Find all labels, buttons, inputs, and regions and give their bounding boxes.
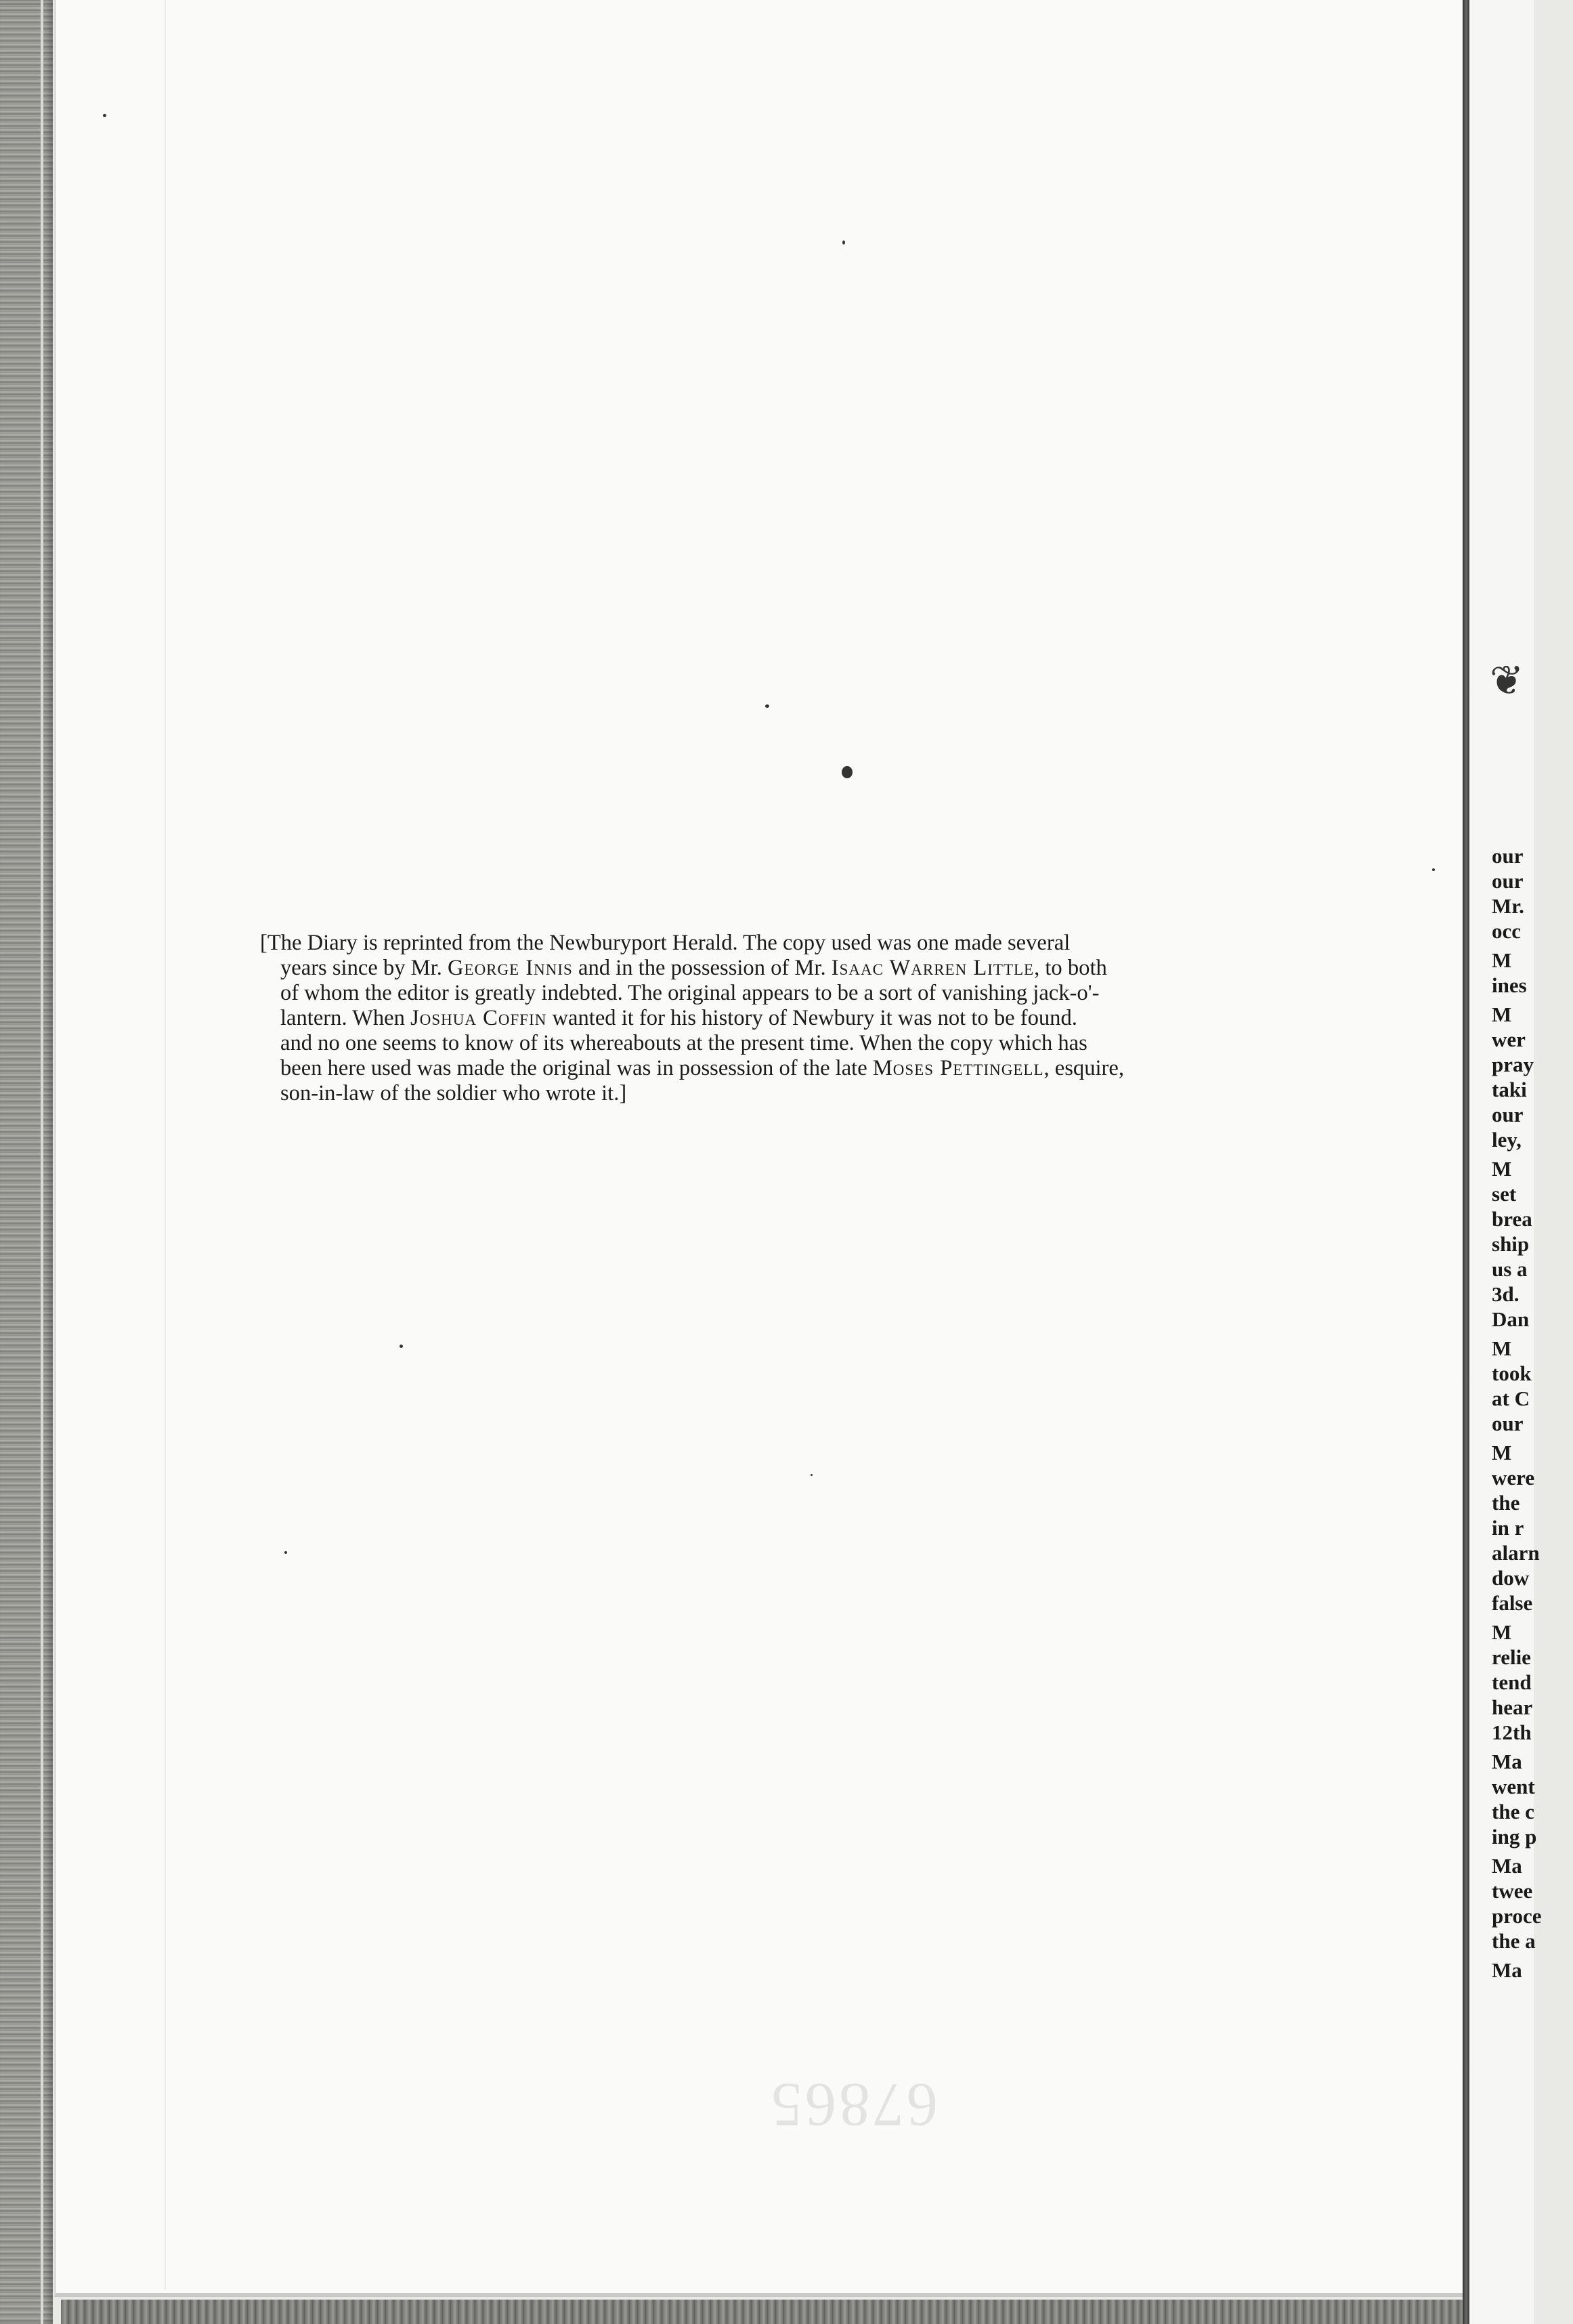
page-edge-line xyxy=(41,0,43,2324)
facing-page-line: alarn xyxy=(1492,1541,1540,1565)
scan-speck xyxy=(842,766,853,778)
book-spine xyxy=(1463,0,1469,2324)
facing-page-line: twee xyxy=(1492,1879,1533,1903)
facing-page-text xyxy=(1492,843,1573,1983)
note-text: , esquire, xyxy=(1043,1056,1125,1080)
page-margin-line xyxy=(165,0,166,2289)
facing-page-line: relie xyxy=(1492,1645,1531,1669)
facing-page-line: went xyxy=(1492,1775,1535,1798)
note-line-6 xyxy=(260,1056,1384,1081)
facing-page-line: tend xyxy=(1492,1670,1532,1694)
blank-page xyxy=(54,0,1465,2297)
ornament-icon: ❦ xyxy=(1490,658,1520,703)
editor-note xyxy=(260,931,1384,1106)
scan-speck xyxy=(103,114,106,117)
person-name: Joshua Coffin xyxy=(410,1006,547,1030)
note-line-4 xyxy=(260,1006,1384,1031)
facing-page-line: the a xyxy=(1492,1929,1536,1953)
facing-page-line: took xyxy=(1492,1361,1532,1385)
facing-page-line: M xyxy=(1492,1002,1512,1026)
scan-speck xyxy=(400,1345,403,1348)
note-line-2 xyxy=(260,956,1384,981)
person-name: Isaac Warren Little xyxy=(831,956,1035,980)
facing-page-line: hear xyxy=(1492,1695,1533,1719)
facing-page-line: Ma xyxy=(1492,1750,1522,1773)
note-line-7: son-in-law of the soldier who wrote it.] xyxy=(280,1081,627,1105)
person-name: Moses Pettingell xyxy=(872,1056,1044,1080)
facing-page-line: the c xyxy=(1492,1800,1534,1823)
note-text: , to both xyxy=(1034,956,1107,980)
facing-page-line: brea xyxy=(1492,1207,1532,1231)
facing-page-line: were xyxy=(1492,1466,1535,1490)
scan-speck xyxy=(284,1551,287,1554)
facing-page-line: 12th xyxy=(1492,1720,1532,1744)
note-line-5: and no one seems to know of its whereabouts at the present time. When the copy which has xyxy=(280,1031,1087,1055)
facing-page-line: Mr. xyxy=(1492,894,1524,918)
facing-page-line: ship xyxy=(1492,1232,1530,1256)
facing-page-line: our xyxy=(1492,1103,1524,1126)
facing-page-line: Dan xyxy=(1492,1307,1530,1331)
library-stamp: 67865 xyxy=(769,2071,938,2140)
facing-page-line: pray xyxy=(1492,1053,1534,1076)
note-text: wanted it for his history of Newbury it was not to be found. xyxy=(546,1006,1077,1030)
note-text: been here used was made the original was in possession of the late xyxy=(280,1056,873,1080)
facing-page-line: proce xyxy=(1492,1904,1542,1928)
facing-page-line: M xyxy=(1492,1441,1512,1464)
book-edge xyxy=(0,0,53,2324)
facing-page-line: at C xyxy=(1492,1387,1530,1410)
facing-page-line: our xyxy=(1492,1412,1524,1435)
note-text: The Diary is reprinted from the Newburyport Herald. The copy used was one made several xyxy=(267,931,1071,955)
facing-page-line: ley, xyxy=(1492,1128,1522,1152)
facing-page-line: false xyxy=(1492,1591,1533,1615)
facing-page-line: taki xyxy=(1492,1078,1527,1101)
facing-page-line: M xyxy=(1492,1620,1512,1644)
note-line-3: of whom the editor is greatly indebted. The original appears to be a sort of vanishing jack-o'- xyxy=(280,981,1100,1005)
facing-page xyxy=(1469,0,1542,2324)
facing-page-line: Ma xyxy=(1492,1958,1522,1982)
scan-speck xyxy=(811,1474,813,1476)
facing-page-line: ing p xyxy=(1492,1825,1537,1848)
facing-page-line: M xyxy=(1492,1336,1512,1360)
facing-page-line: occ xyxy=(1492,919,1522,943)
facing-page-line: M xyxy=(1492,948,1512,972)
note-line-1 xyxy=(260,931,1384,956)
facing-page-line: wer xyxy=(1492,1028,1526,1051)
note-text: years since by Mr. xyxy=(280,956,448,980)
scan-speck xyxy=(765,704,769,708)
facing-page-line: us a xyxy=(1492,1257,1528,1281)
facing-page-line: M xyxy=(1492,1157,1512,1181)
facing-page-line: set xyxy=(1492,1182,1517,1206)
person-name: George Innis xyxy=(448,956,573,980)
note-text: and in the possession of Mr. xyxy=(572,956,832,980)
note-text: lantern. When xyxy=(280,1006,411,1030)
scan-speck xyxy=(842,240,845,245)
facing-page-line: 3d. xyxy=(1492,1282,1520,1306)
facing-page-line: Ma xyxy=(1492,1854,1522,1878)
facing-page-line: our xyxy=(1492,869,1524,893)
facing-page-line: dow xyxy=(1492,1566,1530,1590)
scan-speck xyxy=(1432,868,1435,871)
facing-page-line: the xyxy=(1492,1491,1520,1515)
facing-page-line: in r xyxy=(1492,1516,1524,1540)
bottom-page-edge xyxy=(61,2300,1463,2324)
facing-page-line: ines xyxy=(1492,973,1527,997)
facing-page-line: our xyxy=(1492,844,1524,868)
open-bracket: [ xyxy=(260,931,267,955)
